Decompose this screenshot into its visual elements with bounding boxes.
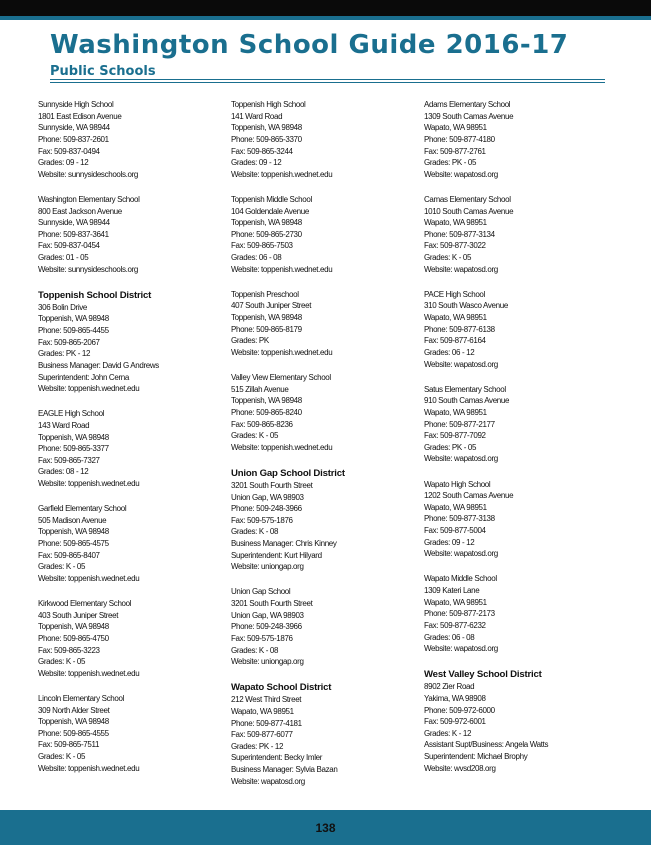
entry-line: Phone: 509-877-4180 bbox=[424, 134, 495, 144]
entry-line: Toppenish, WA 98948 bbox=[38, 717, 109, 727]
entry-line: Grades: 06 - 12 bbox=[424, 347, 475, 357]
entry-line: Grades: PK - 12 bbox=[231, 741, 284, 751]
entry-line: Website: sunnysideschools.org bbox=[38, 169, 138, 179]
top-bar bbox=[0, 0, 651, 16]
entry-line: 1801 East Edison Avenue bbox=[38, 111, 122, 121]
entry-line: Website: wapatosd.org bbox=[424, 454, 498, 464]
entry-line: Grades: K - 08 bbox=[231, 645, 279, 655]
entry-line: Wapato, WA 98951 bbox=[424, 218, 487, 228]
entry-line: Wapato, WA 98951 bbox=[424, 313, 487, 323]
school-name: EAGLE High School bbox=[38, 409, 105, 419]
column-1 bbox=[38, 99, 223, 788]
entry-line: 407 South Juniper Street bbox=[231, 301, 312, 311]
entry-line: Phone: 509-877-3134 bbox=[424, 229, 495, 239]
entry-line: 800 East Jackson Avenue bbox=[38, 206, 122, 216]
entry-line: Website: toppenish.wednet.edu bbox=[231, 347, 333, 357]
entry-line: 1309 Kateri Lane bbox=[424, 586, 480, 596]
entry-line: Grades: K - 05 bbox=[38, 657, 86, 667]
entry-line: Phone: 509-837-2601 bbox=[38, 134, 109, 144]
entry-line: 8902 Zier Road bbox=[424, 682, 475, 692]
school-name: Lincoln Elementary School bbox=[38, 693, 124, 703]
school-name: Toppenish Middle School bbox=[231, 194, 312, 204]
entry-line: Business Manager: Chris Kinney bbox=[231, 539, 337, 549]
entry-line: Phone: 509-865-4575 bbox=[38, 539, 109, 549]
entry-line: Business Manager: Sylvia Bazan bbox=[231, 765, 338, 775]
entry-line: Fax: 509-865-8407 bbox=[38, 550, 100, 560]
entry-line: Phone: 509-877-4181 bbox=[231, 718, 302, 728]
page-number: 138 bbox=[315, 821, 336, 835]
entry-line: Website: toppenish.wednet.edu bbox=[38, 479, 140, 489]
district-name: Wapato School District bbox=[231, 682, 332, 694]
entry-line: Superintendent: Kurt Hilyard bbox=[231, 550, 322, 560]
entry-line: Toppenish, WA 98948 bbox=[38, 314, 109, 324]
entry-line: Toppenish, WA 98948 bbox=[231, 218, 302, 228]
entry-line: Grades: PK - 05 bbox=[424, 442, 477, 452]
school-entry bbox=[424, 289, 609, 370]
entry-line: Website: toppenish.wednet.edu bbox=[38, 668, 140, 678]
school-entry bbox=[231, 99, 416, 180]
school-name: Wapato Middle School bbox=[424, 574, 497, 584]
school-name: Toppenish High School bbox=[231, 100, 306, 109]
school-entry bbox=[424, 99, 609, 180]
entry-line: Superintendent: John Cerna bbox=[38, 372, 129, 382]
school-name: Sunnyside High School bbox=[38, 100, 114, 109]
entry-line: 104 Goldendale Avenue bbox=[231, 206, 309, 216]
entry-line: Website: uniongap.org bbox=[231, 657, 304, 667]
school-entry bbox=[231, 194, 416, 275]
entry-line: Wapato, WA 98951 bbox=[424, 407, 487, 417]
school-name: Satus Elementary School bbox=[424, 384, 506, 394]
entry-line: Grades: K - 05 bbox=[38, 752, 86, 762]
entry-line: Phone: 509-865-3377 bbox=[38, 444, 109, 454]
school-entry bbox=[424, 573, 609, 654]
entry-line: 306 Bolin Drive bbox=[38, 302, 88, 312]
entry-line: Website: toppenish.wednet.edu bbox=[38, 763, 140, 773]
entry-line: 309 North Alder Street bbox=[38, 705, 110, 715]
entry-line: Website: toppenish.wednet.edu bbox=[231, 264, 333, 274]
entry-line: 515 Zillah Avenue bbox=[231, 384, 289, 394]
entry-line: Grades: 09 - 12 bbox=[38, 158, 89, 168]
entry-line: Toppenish, WA 98948 bbox=[231, 123, 302, 133]
entry-line: Fax: 509-865-8236 bbox=[231, 419, 293, 429]
header-rule-bottom bbox=[50, 82, 605, 83]
entry-line: Grades: 06 - 08 bbox=[231, 253, 282, 263]
entry-line: Phone: 509-865-8179 bbox=[231, 324, 302, 334]
entry-line: 1202 South Camas Avenue bbox=[424, 491, 514, 501]
entry-line: Toppenish, WA 98948 bbox=[38, 527, 109, 537]
entry-line: Fax: 509-877-6232 bbox=[424, 620, 486, 630]
entry-line: Website: toppenish.wednet.edu bbox=[38, 573, 140, 583]
entry-line: Fax: 509-865-7327 bbox=[38, 455, 100, 465]
district-entry bbox=[231, 467, 416, 573]
entry-line: Phone: 509-865-4555 bbox=[38, 728, 109, 738]
entry-line: Toppenish, WA 98948 bbox=[231, 313, 302, 323]
school-name: PACE High School bbox=[424, 289, 485, 299]
entry-line: 310 South Wasco Avenue bbox=[424, 301, 508, 311]
entry-line: Union Gap, WA 98903 bbox=[231, 492, 304, 502]
district-name: West Valley School District bbox=[424, 669, 542, 681]
entry-line: Website: toppenish.wednet.edu bbox=[38, 384, 140, 394]
page-title: Washington School Guide 2016-17 bbox=[50, 30, 569, 60]
entry-line: Website: wapatosd.org bbox=[424, 169, 498, 179]
school-entry bbox=[38, 503, 223, 584]
entry-line: Fax: 509-575-1876 bbox=[231, 515, 293, 525]
entry-line: 141 Ward Road bbox=[231, 111, 283, 121]
entry-line: Grades: PK bbox=[231, 336, 269, 346]
entry-line: Website: wapatosd.org bbox=[424, 644, 498, 654]
entry-line: Toppenish, WA 98948 bbox=[38, 432, 109, 442]
entry-line: Phone: 509-865-4750 bbox=[38, 633, 109, 643]
entry-line: Grades: K - 08 bbox=[231, 527, 279, 537]
school-entry bbox=[231, 289, 416, 359]
district-name: Union Gap School District bbox=[231, 467, 345, 479]
entry-line: Fax: 509-837-0494 bbox=[38, 146, 100, 156]
entry-line: Grades: K - 12 bbox=[424, 728, 472, 738]
top-accent-stripe bbox=[0, 16, 651, 20]
entry-line: Phone: 509-865-8240 bbox=[231, 407, 302, 417]
school-name: Wapato High School bbox=[424, 479, 491, 489]
school-name: Garfield Elementary School bbox=[38, 504, 127, 514]
district-name: Toppenish School District bbox=[38, 289, 152, 301]
entry-line: Yakima, WA 98908 bbox=[424, 693, 486, 703]
entry-line: Fax: 509-877-2761 bbox=[424, 146, 486, 156]
entry-line: Fax: 509-877-6164 bbox=[424, 336, 486, 346]
entry-line: Phone: 509-248-3966 bbox=[231, 504, 302, 514]
district-entry bbox=[424, 668, 609, 774]
entry-line: 910 South Camas Avenue bbox=[424, 396, 510, 406]
entry-line: Phone: 509-837-3641 bbox=[38, 229, 109, 239]
entry-line: Grades: PK - 12 bbox=[38, 349, 91, 359]
entry-line: Grades: 08 - 12 bbox=[38, 467, 89, 477]
entry-line: Fax: 509-865-3244 bbox=[231, 146, 293, 156]
entry-line: Grades: 06 - 08 bbox=[424, 632, 475, 642]
entry-line: Website: wapatosd.org bbox=[424, 264, 498, 274]
entry-line: 1309 South Camas Avenue bbox=[424, 111, 514, 121]
entry-line: Toppenish, WA 98948 bbox=[38, 622, 109, 632]
entry-line: Grades: K - 05 bbox=[424, 253, 472, 263]
header-rule-top bbox=[50, 79, 605, 80]
entry-line: 1010 South Camas Avenue bbox=[424, 206, 514, 216]
entry-line: Phone: 509-877-2173 bbox=[424, 609, 495, 619]
entry-line: Phone: 509-865-4455 bbox=[38, 326, 109, 336]
entry-line: Fax: 509-865-7511 bbox=[38, 740, 100, 750]
entry-line: 403 South Juniper Street bbox=[38, 610, 119, 620]
entry-line: Grades: K - 05 bbox=[231, 431, 279, 441]
entry-line: 3201 South Fourth Street bbox=[231, 599, 313, 609]
entry-line: Phone: 509-865-2730 bbox=[231, 229, 302, 239]
entry-line: Fax: 509-865-2067 bbox=[38, 337, 100, 347]
school-entry bbox=[231, 372, 416, 453]
entry-line: Toppenish, WA 98948 bbox=[231, 396, 302, 406]
district-entry bbox=[38, 289, 223, 395]
entry-line: Grades: K - 05 bbox=[38, 562, 86, 572]
entry-line: Fax: 509-877-5004 bbox=[424, 526, 486, 536]
entry-line: Grades: PK - 05 bbox=[424, 158, 477, 168]
school-entry bbox=[38, 194, 223, 275]
entry-line: Sunnyside, WA 98944 bbox=[38, 123, 110, 133]
entry-line: Website: wapatosd.org bbox=[424, 549, 498, 559]
entry-line: Phone: 509-865-3370 bbox=[231, 134, 302, 144]
school-entry bbox=[424, 479, 609, 560]
entry-line: Website: wapatosd.org bbox=[424, 359, 498, 369]
entry-line: Phone: 509-877-2177 bbox=[424, 419, 495, 429]
entry-line: Grades: 09 - 12 bbox=[231, 158, 282, 168]
column-2 bbox=[231, 99, 416, 801]
district-entry bbox=[231, 681, 416, 787]
school-name: Union Gap School bbox=[231, 587, 291, 597]
entry-line: Website: sunnysideschools.org bbox=[38, 264, 138, 274]
entry-line: Website: toppenish.wednet.edu bbox=[231, 169, 333, 179]
school-entry bbox=[424, 194, 609, 275]
school-name: Camas Elementary School bbox=[424, 194, 511, 204]
entry-line: Phone: 509-972-6000 bbox=[424, 705, 495, 715]
page-subtitle: Public Schools bbox=[50, 64, 156, 79]
school-name: Washington Elementary School bbox=[38, 194, 140, 204]
entry-line: Website: wvsd208.org bbox=[424, 763, 496, 773]
column-3 bbox=[424, 99, 609, 788]
school-entry bbox=[38, 598, 223, 679]
entry-line: Union Gap, WA 98903 bbox=[231, 610, 304, 620]
entry-line: 143 Ward Road bbox=[38, 420, 90, 430]
entry-line: Website: wapatosd.org bbox=[231, 776, 305, 786]
entry-line: Wapato, WA 98951 bbox=[424, 597, 487, 607]
entry-line: Sunnyside, WA 98944 bbox=[38, 218, 110, 228]
school-entry bbox=[38, 99, 223, 180]
entry-line: Website: uniongap.org bbox=[231, 562, 304, 572]
entry-line: Fax: 509-877-7092 bbox=[424, 431, 486, 441]
entry-line: Fax: 509-972-6001 bbox=[424, 717, 486, 727]
entry-line: Wapato, WA 98951 bbox=[424, 123, 487, 133]
entry-line: Phone: 509-248-3966 bbox=[231, 622, 302, 632]
entry-line: Wapato, WA 98951 bbox=[231, 706, 294, 716]
entry-line: Superintendent: Michael Brophy bbox=[424, 752, 528, 762]
entry-line: Fax: 509-837-0454 bbox=[38, 241, 100, 251]
school-name: Kirkwood Elementary School bbox=[38, 599, 132, 609]
entry-line: Wapato, WA 98951 bbox=[424, 502, 487, 512]
school-name: Valley View Elementary School bbox=[231, 372, 331, 382]
entry-line: 3201 South Fourth Street bbox=[231, 480, 313, 490]
entry-line: Superintendent: Becky Imler bbox=[231, 753, 323, 763]
entry-line: Fax: 509-877-3022 bbox=[424, 241, 486, 251]
entry-line: Business Manager: David G Andrews bbox=[38, 360, 159, 370]
school-entry bbox=[231, 586, 416, 667]
entry-line: Website: toppenish.wednet.edu bbox=[231, 442, 333, 452]
entry-line: 212 West Third Street bbox=[231, 695, 302, 705]
entry-line: Fax: 509-865-3223 bbox=[38, 645, 100, 655]
entry-line: Fax: 509-575-1876 bbox=[231, 633, 293, 643]
entry-line: Phone: 509-877-3138 bbox=[424, 514, 495, 524]
school-name: Toppenish Preschool bbox=[231, 289, 299, 299]
school-entry bbox=[38, 408, 223, 489]
school-entry bbox=[424, 384, 609, 465]
entry-line: Fax: 509-877-6077 bbox=[231, 730, 293, 740]
school-name: Adams Elementary School bbox=[424, 100, 511, 109]
entry-line: Grades: 09 - 12 bbox=[424, 537, 475, 547]
entry-line: 505 Madison Avenue bbox=[38, 515, 107, 525]
entry-line: Phone: 509-877-6138 bbox=[424, 324, 495, 334]
entry-line: Fax: 509-865-7503 bbox=[231, 241, 293, 251]
entry-line: Assistant Supt/Business: Angela Watts bbox=[424, 740, 549, 750]
school-entry bbox=[38, 693, 223, 774]
entry-line: Grades: 01 - 05 bbox=[38, 253, 89, 263]
